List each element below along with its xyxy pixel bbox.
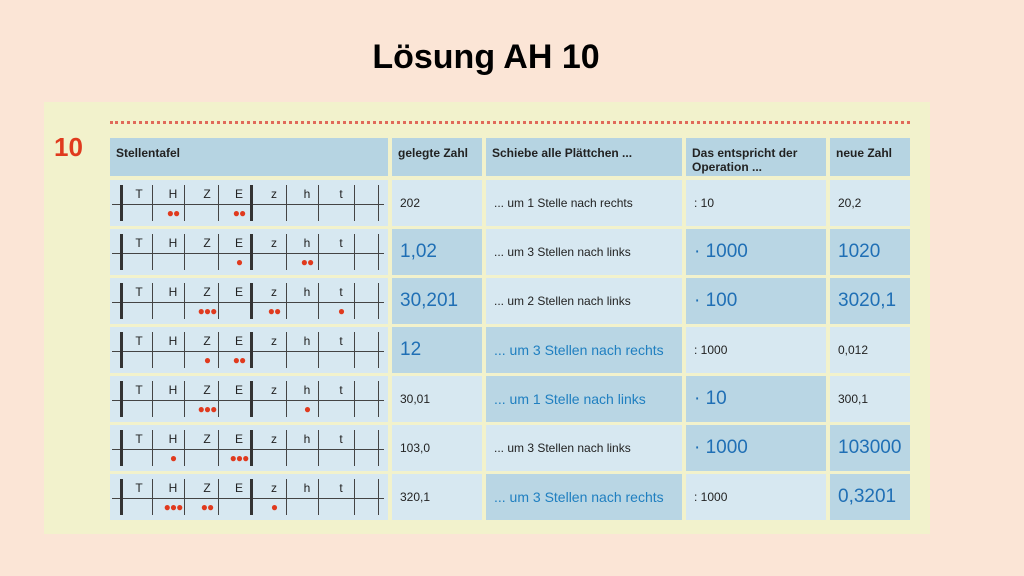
- column-divider: [378, 430, 379, 466]
- place-label: h: [303, 432, 311, 446]
- place-label: h: [303, 481, 311, 495]
- counter-dots: ●●: [267, 304, 281, 318]
- counter-dots: ●●●: [229, 451, 249, 465]
- place-label: h: [303, 334, 311, 348]
- column-divider: [120, 332, 123, 368]
- cell-operation: · 1000: [686, 229, 826, 275]
- cell-gelegte: 1,02: [392, 229, 482, 275]
- slide-title: Lösung AH 10: [372, 38, 600, 76]
- cell-schiebe: ... um 1 Stelle nach rechts: [486, 180, 682, 226]
- place-label: T: [135, 236, 143, 250]
- cell-gelegte: 30,201: [392, 278, 482, 324]
- counter-dots: ●●: [300, 255, 314, 269]
- place-value-chart: [112, 379, 384, 419]
- place-label: t: [339, 383, 343, 397]
- place-label: Z: [203, 334, 211, 348]
- place-value-chart: [112, 232, 384, 272]
- cell-neue: 0,012: [830, 327, 910, 373]
- place-label: t: [339, 236, 343, 250]
- place-label: H: [168, 236, 178, 250]
- counter-dots: ●: [203, 353, 211, 367]
- place-label: E: [234, 285, 243, 299]
- place-label: z: [271, 236, 277, 250]
- cell-gelegte: 202: [392, 180, 482, 226]
- place-label: Z: [203, 432, 211, 446]
- counter-dots: ●: [270, 500, 278, 514]
- cell-operation: : 1000: [686, 327, 826, 373]
- place-label: h: [303, 285, 311, 299]
- place-label: z: [271, 481, 277, 495]
- place-label: Z: [203, 383, 211, 397]
- cell-neue: 3020,1: [830, 278, 910, 324]
- place-value-chart: [112, 330, 384, 370]
- cell-gelegte: 30,01: [392, 376, 482, 422]
- header-neue-zahl: neue Zahl: [830, 138, 910, 176]
- column-divider: [378, 283, 379, 319]
- place-value-chart: [112, 183, 384, 223]
- place-label: H: [168, 285, 178, 299]
- cell-neue: 0,3201: [830, 474, 910, 520]
- place-label: Z: [203, 236, 211, 250]
- cell-neue: 103000: [830, 425, 910, 471]
- cell-schiebe: ... um 1 Stelle nach links: [486, 376, 682, 422]
- column-divider: [120, 479, 123, 515]
- column-divider: [378, 185, 379, 221]
- header-operation: Das entspricht der Operation ...: [686, 138, 826, 176]
- place-label: Z: [203, 285, 211, 299]
- place-label: H: [168, 334, 178, 348]
- column-divider: [378, 332, 379, 368]
- place-label: Z: [203, 187, 211, 201]
- place-label: z: [271, 334, 277, 348]
- place-label: t: [339, 285, 343, 299]
- cell-operation: · 10: [686, 376, 826, 422]
- place-label: T: [135, 383, 143, 397]
- place-label: E: [234, 236, 243, 250]
- cell-operation: : 10: [686, 180, 826, 226]
- counter-dots: ●●●: [197, 304, 217, 318]
- column-divider: [120, 185, 123, 221]
- counter-dots: ●●: [166, 206, 180, 220]
- counter-dots: ●: [303, 402, 311, 416]
- place-label: z: [271, 432, 277, 446]
- place-label: E: [234, 187, 243, 201]
- place-label: E: [234, 334, 243, 348]
- place-label: z: [271, 383, 277, 397]
- place-label: E: [234, 383, 243, 397]
- cell-schiebe: ... um 3 Stellen nach links: [486, 229, 682, 275]
- cell-gelegte: 320,1: [392, 474, 482, 520]
- place-label: t: [339, 334, 343, 348]
- place-label: H: [168, 383, 178, 397]
- place-label: T: [135, 432, 143, 446]
- place-label: E: [234, 481, 243, 495]
- column-divider: [378, 234, 379, 270]
- column-divider: [378, 479, 379, 515]
- cell-neue: 300,1: [830, 376, 910, 422]
- place-label: t: [339, 481, 343, 495]
- dotted-divider: [110, 121, 910, 124]
- place-label: h: [303, 236, 311, 250]
- counter-dots: ●●●: [163, 500, 183, 514]
- place-label: h: [303, 383, 311, 397]
- place-label: H: [168, 481, 178, 495]
- place-label: h: [303, 187, 311, 201]
- counter-dots: ●: [337, 304, 345, 318]
- place-label: t: [339, 187, 343, 201]
- cell-operation: · 1000: [686, 425, 826, 471]
- cell-operation: : 1000: [686, 474, 826, 520]
- place-value-chart: [112, 477, 384, 517]
- place-label: H: [168, 187, 178, 201]
- place-value-chart: [112, 428, 384, 468]
- place-label: T: [135, 334, 143, 348]
- place-label: z: [271, 285, 277, 299]
- column-divider: [378, 381, 379, 417]
- header-schiebe: Schiebe alle Plättchen ...: [486, 138, 682, 176]
- place-label: t: [339, 432, 343, 446]
- cell-neue: 1020: [830, 229, 910, 275]
- counter-dots: ●●: [232, 353, 246, 367]
- cell-schiebe: ... um 3 Stellen nach links: [486, 425, 682, 471]
- counter-dots: ●●: [200, 500, 214, 514]
- counter-dots: ●: [235, 255, 243, 269]
- cell-neue: 20,2: [830, 180, 910, 226]
- cell-operation: · 100: [686, 278, 826, 324]
- place-label: T: [135, 285, 143, 299]
- counter-dots: ●●: [232, 206, 246, 220]
- counter-dots: ●●●: [197, 402, 217, 416]
- column-divider: [120, 430, 123, 466]
- place-label: T: [135, 481, 143, 495]
- cell-schiebe: ... um 2 Stellen nach links: [486, 278, 682, 324]
- place-label: H: [168, 432, 178, 446]
- cell-gelegte: 12: [392, 327, 482, 373]
- place-label: E: [234, 432, 243, 446]
- place-value-chart: [112, 281, 384, 321]
- place-label: T: [135, 187, 143, 201]
- header-gelegte-zahl: gelegte Zahl: [392, 138, 482, 176]
- place-label: Z: [203, 481, 211, 495]
- place-label: z: [271, 187, 277, 201]
- column-divider: [120, 283, 123, 319]
- column-divider: [120, 234, 123, 270]
- counter-dots: ●: [169, 451, 177, 465]
- cell-gelegte: 103,0: [392, 425, 482, 471]
- task-number: 10: [54, 132, 83, 162]
- column-divider: [120, 381, 123, 417]
- header-stellentafel: Stellentafel: [110, 138, 388, 176]
- cell-schiebe: ... um 3 Stellen nach rechts: [486, 327, 682, 373]
- cell-schiebe: ... um 3 Stellen nach rechts: [486, 474, 682, 520]
